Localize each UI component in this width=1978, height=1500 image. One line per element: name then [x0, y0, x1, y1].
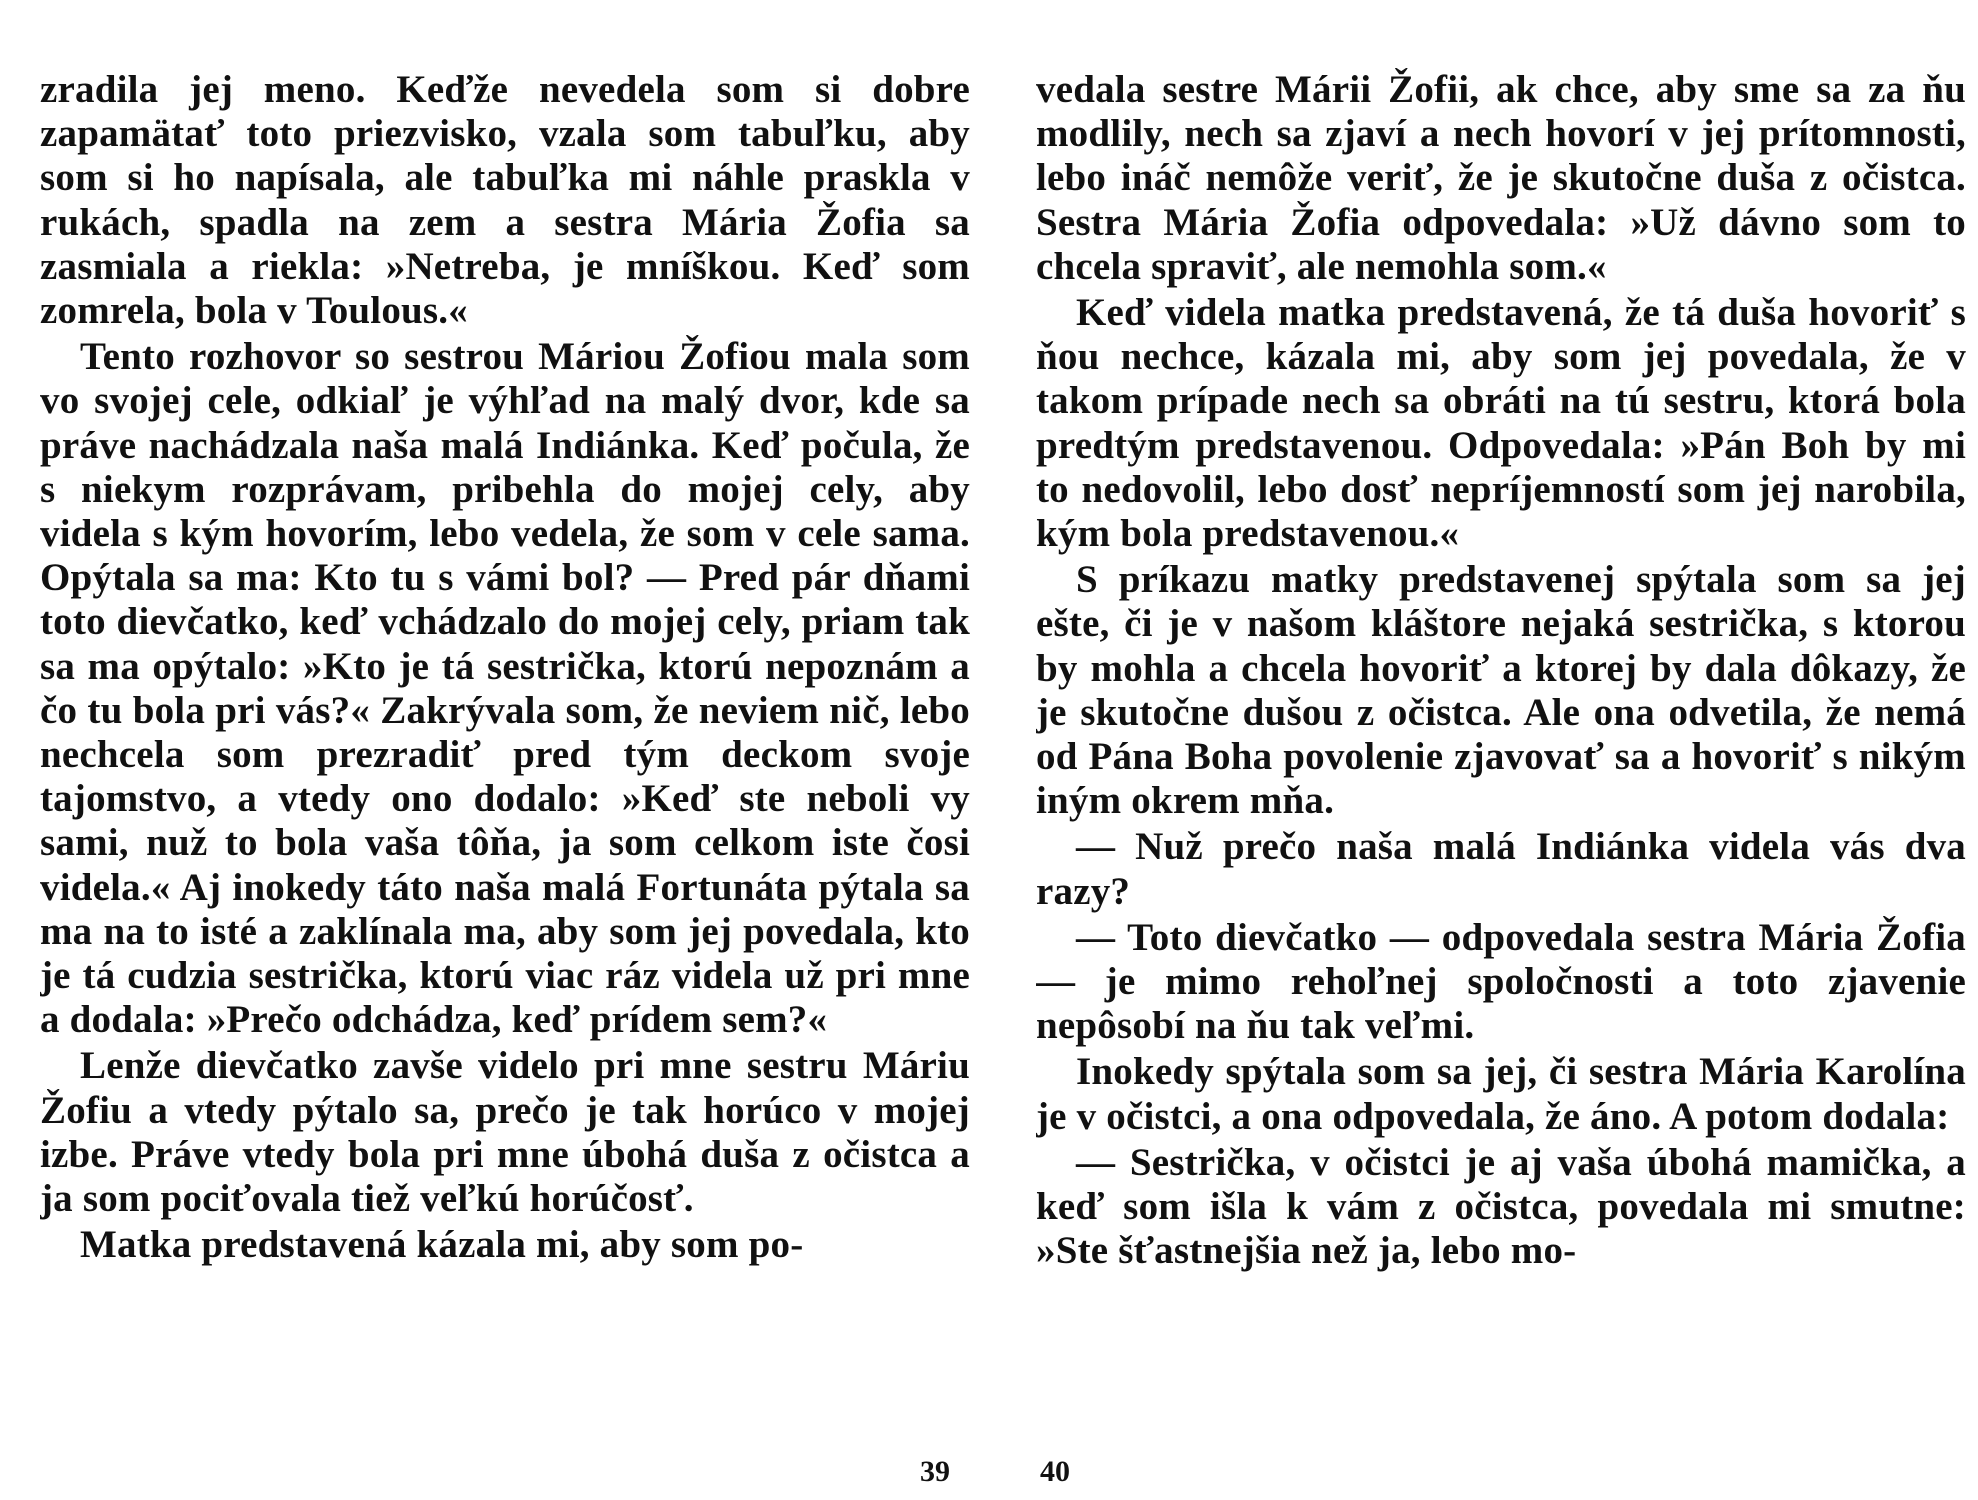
paragraph: — Nuž prečo naša malá Indiánka videla vás dva razy?: [1036, 825, 1966, 913]
paragraph: zradila jej meno. Keďže nevedela som si dobre zapamätať toto priezvisko, vzala som tabuľku, aby som si ho napísala, ale tabuľka mi náhle praskla v rukách, spadla na zem a sestra Mária Žofia sa zasmiala a riekla: »Netreba, je mníškou. Keď som zomrela, bola v Toulous.«: [40, 68, 970, 333]
paragraph: Lenže dievčatko zavše videlo pri mne sestru Máriu Žofiu a vtedy pýtalo sa, prečo je tak horúco v mojej izbe. Práve vtedy bola pri mne úbohá duša z očistca a ja som pociťovala tiež veľkú horúčosť.: [40, 1044, 970, 1221]
paragraph: Tento rozhovor so sestrou Máriou Žofiou mala som vo svojej cele, odkiaľ je výhľad na malý dvor, kde sa práve nachádzala naša malá Indiánka. Keď počula, že s niekym rozprávam, pribehla do mojej cely, aby videla s kým hovorím, lebo vedela, že som v cele sama. Opýtala sa ma: Kto tu s vámi bol? — Pred pár dňami toto dievčatko, keď vchádzalo do mojej cely, priam tak sa ma opýtalo: »Kto je tá sestrička, ktorú nepoznám a čo tu bola pri vás?« Zakrývala som, že neviem nič, lebo nechcela som prezradiť pred tým deckom svoje tajomstvo, a vtedy ono dodalo: »Keď ste neboli vy sami, nuž to bola vaša tôňa, ja som celkom iste čosi videla.« Aj inokedy táto naša malá Fortunáta pýtala sa ma na to isté a zaklínala ma, aby som jej povedala, kto je tá cudzia sestrička, ktorú viac ráz videla už pri mne a dodala: »Prečo odchádza, keď prídem sem?«: [40, 335, 970, 1042]
left-page: [40, 68, 970, 1408]
paragraph: S príkazu matky predstavenej spýtala som sa jej ešte, či je v našom kláštore nejaká sestrička, s ktorou by mohla a chcela hovoriť a ktorej by dala dôkazy, že je skutočne dušou z očistca. Ale ona odvetila, že nemá od Pána Boha povolenie zjavovať sa a hovoriť s nikým iným okrem mňa.: [1036, 558, 1966, 823]
right-page: [1036, 68, 1966, 1408]
page-number-right: 40: [1040, 1455, 1070, 1484]
paragraph: Inokedy spýtala som sa jej, či sestra Mária Karolína je v očistci, a ona odpovedala, že áno. A potom dodala:: [1036, 1050, 1966, 1138]
page-number-left: 39: [920, 1455, 950, 1484]
paragraph: — Sestrička, v očistci je aj vaša úbohá mamička, a keď som išla k vám z očistca, povedala mi smutne: »Ste šťastnejšia než ja, lebo mo-: [1036, 1140, 1966, 1273]
paragraph: — Toto dievčatko — odpovedala sestra Mária Žofia — je mimo rehoľnej spoločnosti a toto zjavenie nepôsobí na ňu tak veľmi.: [1036, 915, 1966, 1048]
paragraph: Keď videla matka predstavená, že tá duša hovoriť s ňou nechce, kázala mi, aby som jej povedala, že v takom prípade nech sa obráti na tú sestru, ktorá bola predtým predstavenou. Odpovedala: »Pán Boh by mi to nedovolil, lebo dosť nepríjemností som jej narobila, kým bola predstavenou.«: [1036, 291, 1966, 556]
paragraph: Matka predstavená kázala mi, aby som po-: [80, 1223, 804, 1267]
paragraph: vedala sestre Márii Žofii, ak chce, aby sme sa za ňu modlily, nech sa zjaví a nech hovorí v jej prítomnosti, lebo ináč nemôže veriť, že je skutočne duša z očistca. Sestra Mária Žofia odpovedala: »Už dávno som to chcela spraviť, ale nemohla som.«: [1036, 68, 1966, 288]
